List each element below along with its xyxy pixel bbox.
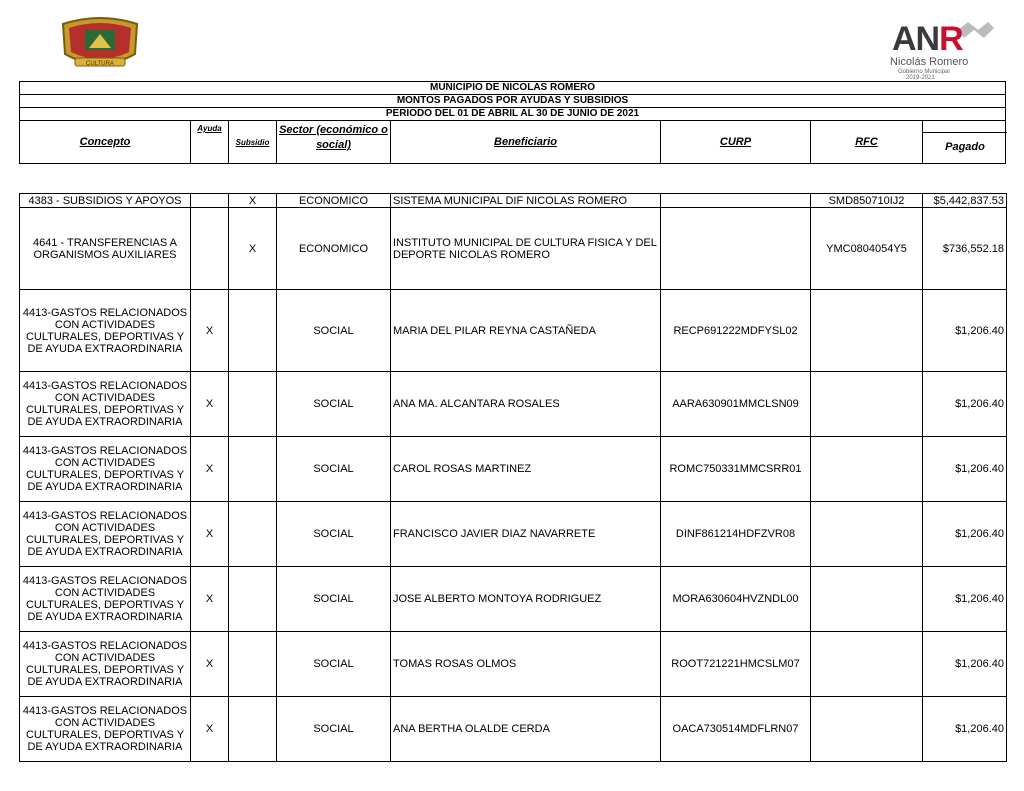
- logo-banner-text: CULTURA: [86, 61, 114, 67]
- cell-concepto: 4413-GASTOS RELACIONADOS CON ACTIVIDADES CULTURALES, DEPORTIVAS Y DE AYUDA EXTRAORDINARIA: [20, 567, 191, 632]
- cell-sector: ECONOMICO: [277, 208, 391, 290]
- col-header-pagado-cell: [923, 121, 1007, 164]
- cell-ayuda: X: [191, 290, 229, 372]
- cell-curp: ROOT721221HMCSLM07: [661, 632, 811, 697]
- cell-pagado: $1,206.40: [923, 372, 1007, 437]
- cell-curp: RECP691222MDFYSL02: [661, 290, 811, 372]
- cell-rfc: SMD850710IJ2: [811, 194, 923, 208]
- col-header-concepto: Concepto: [20, 121, 191, 164]
- cell-pagado: $1,206.40: [923, 697, 1007, 762]
- anr-logo-mark: ANR: [892, 20, 963, 58]
- cell-curp: OACA730514MDFLRN07: [661, 697, 811, 762]
- cell-beneficiario: ANA MA. ALCANTARA ROSALES: [391, 372, 661, 437]
- cell-subsidio: X: [229, 208, 277, 290]
- cell-concepto: 4383 - SUBSIDIOS Y APOYOS: [20, 194, 191, 208]
- anr-logo-tagline: Gobierno Municipal: [898, 69, 950, 75]
- cell-ayuda: X: [191, 632, 229, 697]
- col-header-curp: CURP: [661, 121, 811, 164]
- cell-ayuda: [191, 194, 229, 208]
- col-header-rfc: RFC: [811, 121, 923, 164]
- cell-rfc: [811, 372, 923, 437]
- cell-rfc: [811, 567, 923, 632]
- anr-logo-period: 2019-2021: [906, 75, 935, 81]
- cell-subsidio: [229, 290, 277, 372]
- table-row: [20, 437, 1007, 502]
- cell-beneficiario: FRANCISCO JAVIER DIAZ NAVARRETE: [391, 502, 661, 567]
- cell-sector: SOCIAL: [277, 697, 391, 762]
- cell-concepto: 4413-GASTOS RELACIONADOS CON ACTIVIDADES CULTURALES, DEPORTIVAS Y DE AYUDA EXTRAORDINARIA: [20, 632, 191, 697]
- cell-subsidio: [229, 372, 277, 437]
- cell-subsidio: [229, 697, 277, 762]
- cell-sector: ECONOMICO: [277, 194, 391, 208]
- cell-pagado: $1,206.40: [923, 437, 1007, 502]
- report-title-montos: MONTOS PAGADOS POR AYUDAS Y SUBSIDIOS: [20, 95, 1005, 108]
- col-header-beneficiario: Beneficiario: [391, 121, 661, 164]
- table-row: [20, 290, 1007, 372]
- cell-curp: [661, 194, 811, 208]
- cell-sector: SOCIAL: [277, 502, 391, 567]
- cell-pagado: $1,206.40: [923, 502, 1007, 567]
- cell-beneficiario: TOMAS ROSAS OLMOS: [391, 632, 661, 697]
- cell-concepto: 4413-GASTOS RELACIONADOS CON ACTIVIDADES CULTURALES, DEPORTIVAS Y DE AYUDA EXTRAORDINARIA: [20, 502, 191, 567]
- cell-ayuda: [191, 208, 229, 290]
- table-row: [20, 697, 1007, 762]
- cell-concepto: 4641 - TRANSFERENCIAS A ORGANISMOS AUXILIARES: [20, 208, 191, 290]
- cell-sector: SOCIAL: [277, 632, 391, 697]
- table-row: [20, 567, 1007, 632]
- cell-ayuda: X: [191, 502, 229, 567]
- cell-beneficiario: JOSE ALBERTO MONTOYA RODRIGUEZ: [391, 567, 661, 632]
- cell-curp: DINF861214HDFZVR08: [661, 502, 811, 567]
- col-header-pagado: Pagado: [945, 141, 985, 153]
- cell-subsidio: X: [229, 194, 277, 208]
- table-row: [20, 372, 1007, 437]
- cell-pagado: $1,206.40: [923, 632, 1007, 697]
- anr-logo-name: Nicolás Romero: [890, 56, 969, 68]
- cell-concepto: 4413-GASTOS RELACIONADOS CON ACTIVIDADES CULTURALES, DEPORTIVAS Y DE AYUDA EXTRAORDINARIA: [20, 697, 191, 762]
- municipal-coat-of-arms-logo: [55, 14, 145, 70]
- cell-sector: SOCIAL: [277, 372, 391, 437]
- cell-subsidio: [229, 437, 277, 502]
- cell-curp: [661, 208, 811, 290]
- cell-rfc: [811, 502, 923, 567]
- cell-sector: SOCIAL: [277, 290, 391, 372]
- table-row: [20, 194, 1007, 208]
- cell-ayuda: X: [191, 437, 229, 502]
- table-row: [20, 502, 1007, 567]
- cell-subsidio: [229, 632, 277, 697]
- cell-sector: SOCIAL: [277, 567, 391, 632]
- cell-beneficiario: CAROL ROSAS MARTINEZ: [391, 437, 661, 502]
- cell-concepto: 4413-GASTOS RELACIONADOS CON ACTIVIDADES CULTURALES, DEPORTIVAS Y DE AYUDA EXTRAORDINARIA: [20, 372, 191, 437]
- cell-concepto: 4413-GASTOS RELACIONADOS CON ACTIVIDADES CULTURALES, DEPORTIVAS Y DE AYUDA EXTRAORDINARIA: [20, 290, 191, 372]
- report-title-periodo: PERIODO DEL 01 DE ABRIL AL 30 DE JUNIO DE 2021: [20, 108, 1005, 121]
- cell-rfc: [811, 632, 923, 697]
- cell-curp: AARA630901MMCLSN09: [661, 372, 811, 437]
- table-row: [20, 632, 1007, 697]
- cell-pagado: $1,206.40: [923, 290, 1007, 372]
- payments-table: [19, 193, 1007, 762]
- cell-rfc: [811, 290, 923, 372]
- column-headers: [20, 121, 1005, 164]
- cell-subsidio: [229, 567, 277, 632]
- cell-rfc: [811, 697, 923, 762]
- cell-curp: MORA630604HVZNDL00: [661, 567, 811, 632]
- cell-pagado: $5,442,837.53: [923, 194, 1007, 208]
- col-header-ayuda: Ayuda: [191, 121, 229, 164]
- col-header-subsidio: Subsidio: [229, 121, 277, 164]
- cell-rfc: [811, 437, 923, 502]
- cell-concepto: 4413-GASTOS RELACIONADOS CON ACTIVIDADES CULTURALES, DEPORTIVAS Y DE AYUDA EXTRAORDINARIA: [20, 437, 191, 502]
- report-header: [19, 81, 1006, 164]
- cell-ayuda: X: [191, 372, 229, 437]
- cell-pagado: $1,206.40: [923, 567, 1007, 632]
- cell-pagado: $736,552.18: [923, 208, 1007, 290]
- report-title-municipio: MUNICIPIO DE NICOLAS ROMERO: [20, 82, 1005, 95]
- col-header-sector: Sector (económico o social): [277, 121, 391, 164]
- cell-sector: SOCIAL: [277, 437, 391, 502]
- cell-subsidio: [229, 502, 277, 567]
- cell-beneficiario: SISTEMA MUNICIPAL DIF NICOLAS ROMERO: [391, 194, 661, 208]
- anr-municipal-logo: [886, 18, 996, 80]
- cell-curp: ROMC750331MMCSRR01: [661, 437, 811, 502]
- cell-rfc: YMC0804054Y5: [811, 208, 923, 290]
- cell-beneficiario: ANA BERTHA OLALDE CERDA: [391, 697, 661, 762]
- cell-beneficiario: MARIA DEL PILAR REYNA CASTAÑEDA: [391, 290, 661, 372]
- cell-ayuda: X: [191, 697, 229, 762]
- cell-ayuda: X: [191, 567, 229, 632]
- table-row: [20, 208, 1007, 290]
- cell-beneficiario: INSTITUTO MUNICIPAL DE CULTURA FISICA Y DEL DEPORTE NICOLAS ROMERO: [391, 208, 661, 290]
